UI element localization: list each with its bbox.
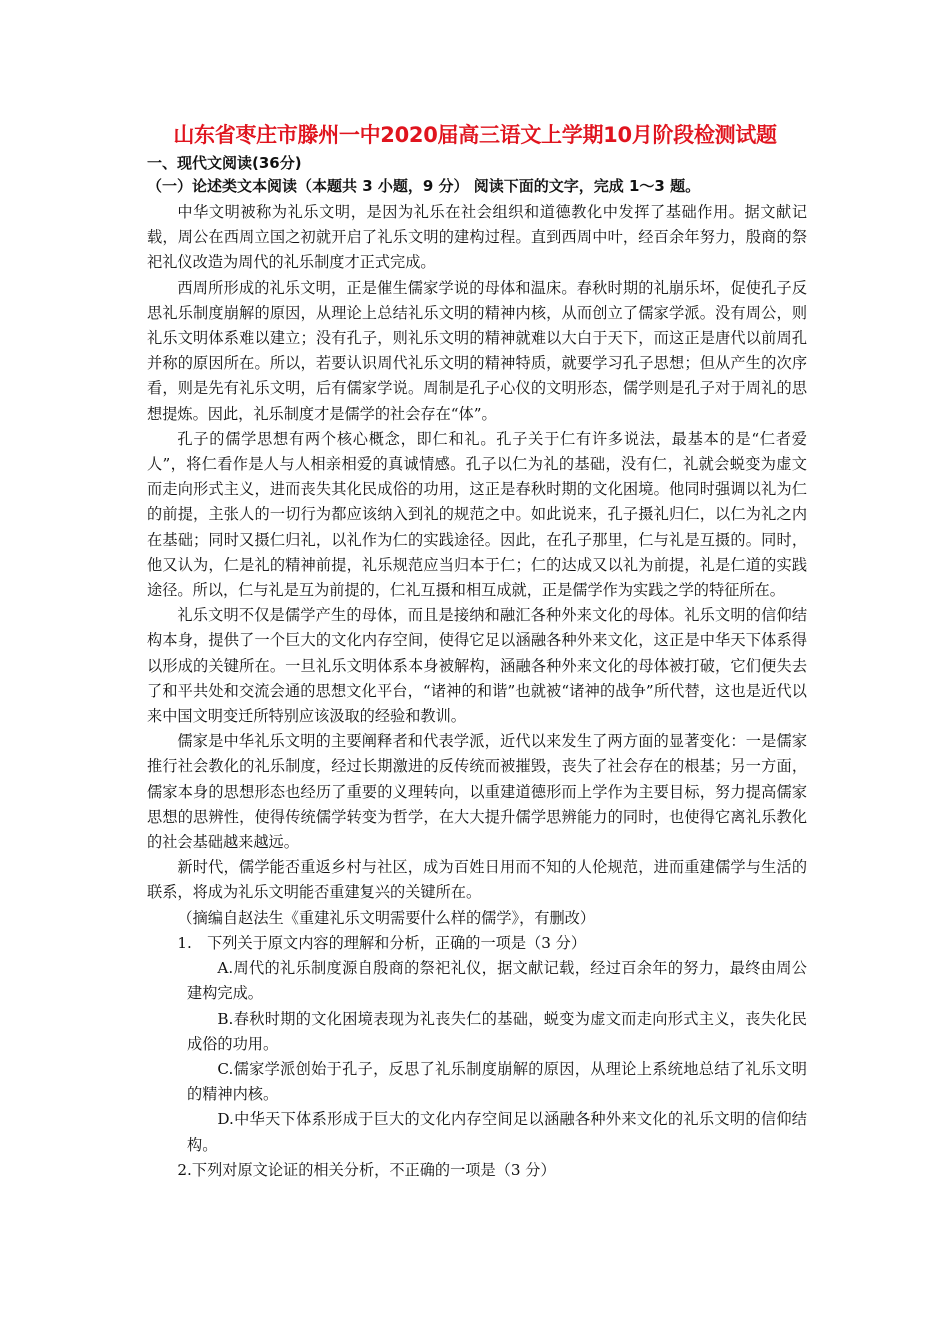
subsection-heading: （一）论述类文本阅读（本题共 3 小题，9 分） 阅读下面的文字，完成 1～3 题。 bbox=[147, 177, 701, 195]
passage-paragraph: 西周所形成的礼乐文明，正是催生儒家学说的母体和温床。春秋时期的礼崩乐坏，促使孔子反思礼乐制度崩解的原因，从理论上总结礼乐文明的精神内核，从而创立了儒家学派。没有周公，则礼乐文明体系难以建立；没有孔子，则礼乐文明的精神就难以大白于天下，而这正是唐代以前周孔并称的原因所在。所以，若要认识周代礼乐文明的精神特质，就要学习孔子思想；但从产生的次序看，则是先有礼乐文明，后有儒家学说。周制是孔子心仪的文明形态，儒学则是孔子对于周礼的思想提炼。因此，礼乐制度才是儒学的社会存在“体”。 bbox=[147, 278, 807, 423]
passage-paragraph: 中华文明被称为礼乐文明，是因为礼乐在社会组织和道德教化中发挥了基础作用。据文献记载，周公在西周立国之初就开启了礼乐文明的建构过程。直到西周中叶，经百余年努力，殷商的祭祀礼仪改造为周代的礼乐制度才正式完成。 bbox=[147, 203, 807, 272]
document-title: 山东省枣庄市滕州一中2020届高三语文上学期10月阶段检测试题 bbox=[173, 123, 777, 147]
question-stem: 2.下列对原文论证的相关分析，不正确的一项是（3 分） bbox=[177, 1160, 556, 1179]
passage-paragraph: 新时代，儒学能否重返乡村与社区，成为百姓日用而不知的人伦规范，进而重建儒学与生活的联系，将成为礼乐文明能否重建复兴的关键所在。 bbox=[147, 858, 807, 902]
question-1 bbox=[147, 931, 807, 1158]
reading-passage bbox=[147, 200, 807, 1183]
passage-source: （摘编自赵法生《重建礼乐文明需要什么样的儒学》，有删改） bbox=[177, 908, 596, 927]
passage-paragraph: 礼乐文明不仅是儒学产生的母体，而且是接纳和融汇各种外来文化的母体。礼乐文明的信仰结构本身，提供了一个巨大的文化内存空间，使得它足以涵融各种外来文化，这正是中华天下体系得以形成的关键所在。一旦礼乐文明体系本身被解构，涵融各种外来文化的母体被打破，它们便失去了和平共处和交流会通的思想文化平台，“诸神的和谐”也就被“诸神的战争”所代替，这也是近代以来中国文明变迁所特别应该汲取的经验和教训。 bbox=[147, 606, 807, 726]
option-a: A.周代的礼乐制度源自殷商的祭祀礼仪，据文献记载，经过百余年的努力，最终由周公建构完成。 bbox=[187, 959, 807, 1003]
option-c: C.儒家学派创始于孔子，反思了礼乐制度崩解的原因，从理论上系统地总结了礼乐文明的精神内核。 bbox=[187, 1059, 807, 1104]
question-stem: 1. 下列关于原文内容的理解和分析，正确的一项是（3 分） bbox=[177, 933, 587, 952]
passage-paragraph: 儒家是中华礼乐文明的主要阐释者和代表学派，近代以来发生了两方面的显著变化：一是儒家推行社会教化的礼乐制度，经过长期激进的反传统而被摧毁，丧失了社会存在的根基；另一方面，儒家本身的思想形态也经历了重要的义理转向，以重建道德形而上学作为主要目标，努力提高儒家思想的思辨性，使得传统儒学转变为哲学，在大大提升儒学思辨能力的同时，也使得它离礼乐教化的社会基础越来越远。 bbox=[147, 732, 807, 852]
passage-paragraph: 孔子的儒学思想有两个核心概念，即仁和礼。孔子关于仁有许多说法，最基本的是“仁者爱人”，将仁看作是人与人相亲相爱的真诚情感。孔子以仁为礼的基础，没有仁，礼就会蜕变为虚文而走向形式主义，进而丧失其化民成俗的功用，这正是春秋时期的文化困境。他同时强调以礼为仁的前提，主张人的一切行为都应该纳入到礼的规范之中。如此说来，孔子摄礼归仁，以仁为礼之内在基础；同时又摄仁归礼，以礼作为仁的实践途径。因此，在孔子那里，仁与礼是互摄的。同时，他又认为，仁是礼的精神前提，礼乐规范应当归本于仁；仁的达成又以礼为前提，礼是仁道的实践途径。所以，仁与礼是互为前提的，仁礼互摄和相互成就，正是儒学作为实践之学的特征所在。 bbox=[147, 429, 807, 600]
option-d: D.中华天下体系形成于巨大的文化内存空间足以涵融各种外来文化的礼乐文明的信仰结构。 bbox=[187, 1110, 807, 1154]
question-2 bbox=[147, 1158, 807, 1183]
option-b: B.春秋时期的文化困境表现为礼丧失仁的基础，蜕变为虚文而走向形式主义，丧失化民成俗的功用。 bbox=[187, 1009, 807, 1053]
section-heading: 一、现代文阅读(36分) bbox=[147, 154, 302, 172]
